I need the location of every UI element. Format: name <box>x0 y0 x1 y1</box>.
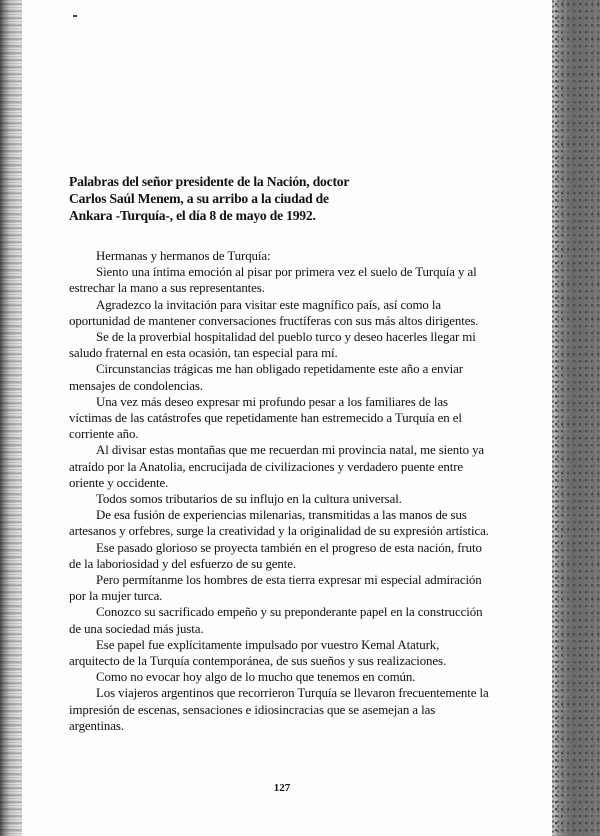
paragraph: Se de la proverbial hospitalidad del pueblo turco y deseo hacerles llegar mi saludo fraternal en esta ocasión, tan especial para mí. <box>69 330 476 361</box>
paragraph: Hermanas y hermanos de Turquía: <box>96 249 271 263</box>
scan-speck <box>73 15 77 17</box>
page-number: 127 <box>273 782 291 794</box>
paragraph: Ese papel fue explícitamente impulsado por vuestro Kemal Ataturk, arquitecto de la Turquía contemporánea, de sus sueños y sus realizaciones. <box>69 637 447 669</box>
paragraph: Al divisar estas montañas que me recuerdan mi provincia natal, me siento ya atraído por la Anatolia, encrucijada de civilizaciones y verdadero puente entre oriente y occidente. <box>69 443 485 490</box>
paragraph: Siento una íntima emoción al pisar por primera vez el suelo de Turquía y al estrechar la mano a sus representantes. <box>69 265 477 296</box>
paragraph: Los viajeros argentinos que recorrieron Turquía se llevaron frecuentemente la impresión de escenas, sensaciones e idiosincracias que se asemejan a las argentinas. <box>69 686 489 733</box>
paragraph: Todos somos tributarios de su influjo en la cultura universal. <box>96 492 402 507</box>
scanner-margin <box>552 0 600 836</box>
paragraph: Pero permítanme los hombres de esta tierra expresar mi especial admiración por la mujer turca. <box>69 573 482 604</box>
paragraph: Agradezco la invitación para visitar este magnífico país, así como la oportunidad de mantener conversaciones fructíferas con sus más altos dirigentes. <box>69 297 479 328</box>
paragraph: Circunstancias trágicas me han obligado repetidamente este año a enviar mensajes de condolencias. <box>69 362 463 393</box>
paragraph: Una vez más deseo expresar mi profundo pesar a los familiares de las víctimas de las catástrofes que repetidamente han estremecido a Turquía en el corriente año. <box>69 394 462 442</box>
paragraph: Como no evocar hoy algo de lo mucho que tenemos en común. <box>96 670 416 685</box>
speech-heading: Palabras del señor presidente de la Nación, doctor Carlos Saúl Menem, a su arribo a la ciudad de Ankara -Turquía-, el día 8 de mayo de 1992. <box>69 174 349 223</box>
paragraph: Ese pasado glorioso se proyecta también en el progreso de esta nación, fruto de la laboriosidad y del esfuerzo de su gente. <box>69 540 482 571</box>
binding-edge <box>0 0 22 836</box>
speech-body <box>69 248 489 734</box>
paragraph: Conozco su sacrificado empeño y su preponderante papel en la construcción de una sociedad más justa. <box>69 605 483 636</box>
paragraph: De esa fusión de experiencias milenarias, transmitidas a las manos de sus artesanos y orfebres, surge la creatividad y la originalidad de su expresión artística. <box>69 508 489 539</box>
